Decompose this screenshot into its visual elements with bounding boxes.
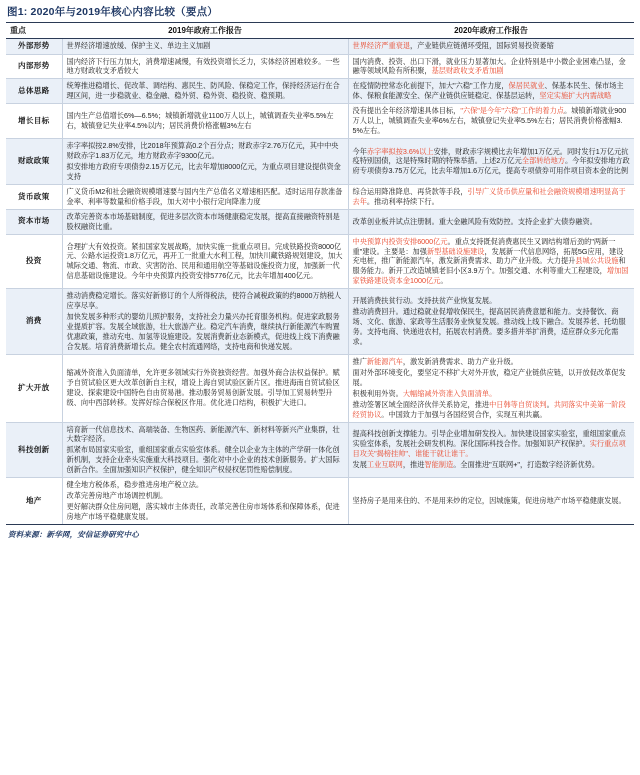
- comparison-table: [6, 22, 634, 525]
- paragraph: [67, 445, 344, 475]
- cell-2020: [348, 478, 634, 525]
- paragraph: [353, 357, 631, 367]
- plain-text: ，产业链供应链循环受阻，国际贸易投资萎缩: [410, 41, 554, 51]
- table-row: [6, 139, 634, 185]
- table-row: [6, 422, 634, 478]
- paragraph: [67, 312, 344, 352]
- paragraph: [67, 291, 344, 311]
- highlighted-text: 基层财政收支矛盾加剧: [431, 66, 504, 76]
- row-key-5: 货币政策: [6, 184, 62, 209]
- table-row: [6, 478, 634, 525]
- cell-2020: [348, 139, 634, 185]
- plain-text: 合理扩大有效投资。紧扣国家发展战略，加快实施一批重点项目。完成铁路投资8000亿元、公路水运投资1.8万亿元，再开工一批重大水利工程，加快川藏铁路规划建设，加大城际交通、物流、市政、灾害防治、民用和通用航空等基础设施投资力度，加强新一代信息基础设施建设。今年中央预算内投资安排5776亿元，比去年增加400亿元。: [66, 241, 343, 281]
- plain-text: 。今年拟安排地方政府专项债券3.75万亿元，比去年增加1.6万亿元，提高专项债券可用作项目资本金的比例: [352, 156, 630, 176]
- plain-text: 今年: [352, 146, 367, 156]
- row-key-1: 内部形势: [6, 54, 62, 79]
- plain-text: 世界经济增速放缓、保护主义、单边主义加剧: [66, 41, 211, 51]
- column-header-2019: 2019年政府工作报告: [62, 23, 348, 39]
- paragraph: [67, 187, 344, 207]
- paragraph: [67, 242, 344, 282]
- paragraph: [67, 141, 344, 161]
- plain-text: 推广: [352, 356, 367, 366]
- paragraph: [353, 389, 631, 399]
- plain-text: 推动签署区域全面经济伙伴关系协定，推进: [352, 399, 490, 409]
- plain-text: 安排，财政赤字规模比去年增加1万亿元。同时发行1万亿元抗疫特别国债，这是特殊时期的特殊举措。上述2万亿元: [352, 146, 629, 166]
- plain-text: 赤字率拟按2.8%安排，比2018年预算高0.2个百分点；财政赤字2.76万亿元，其中中央财政赤字1.83万亿元，地方财政赤字9300亿元。: [66, 141, 339, 160]
- highlighted-text: 全部转给地方: [521, 156, 565, 166]
- plain-text: 广义货币M2和社会融资规模增速要与国内生产总值名义增速相匹配。适时运用存款准备金率、利率等数量和价格手段，加大对中小银行定向降准力度: [66, 186, 343, 206]
- highlighted-text: 赤字率拟按3.6%以上: [366, 146, 434, 156]
- plain-text: 国内生产总值增长6%—6.5%；城镇新增就业1100万人以上，城镇调查失业率5.5%左右，城镇登记失业率4.5%以内；居民消费价格涨幅3%左右: [66, 111, 334, 131]
- plain-text: 健全地方税体系，稳步推进房地产税立法。: [66, 480, 204, 490]
- plain-text: 发展: [352, 460, 367, 470]
- cell-2019: [62, 139, 348, 185]
- highlighted-text: 新型基础设施建设: [426, 246, 485, 256]
- cell-2020: [348, 54, 634, 79]
- cell-2019: [62, 478, 348, 525]
- plain-text: 拟安排地方政府专项债券2.15万亿元，比去年增加8000亿元，为重点项目建设提供资金支持: [66, 161, 341, 181]
- cell-2020: [348, 234, 634, 289]
- highlighted-text: 中央预算内投资安排6000亿元: [352, 236, 448, 246]
- plain-text: 。: [440, 276, 448, 286]
- highlighted-text: 智能制造: [424, 460, 454, 470]
- table-row: [6, 234, 634, 289]
- paragraph: [67, 111, 344, 131]
- plain-text: 在疫情防控常态化前提下，加大"六稳"工作力度，: [352, 81, 509, 91]
- plain-text: 加快发展多种形式的婴幼儿照护服务，支持社会力量兴办托育服务机构。促进家政服务业提质扩容。发展全域旅游，壮大旅游产业。稳定汽车消费，继续执行新能源汽车购置优惠政策，推动充电、加氢等设施建设。发展消费新业态新模式，促进线上线下消费融合发展。培育消费新增长点。健全农村流通网络，支持电商和快递发展。: [66, 312, 340, 351]
- highlighted-text: 大幅缩减外资准入负面清单。: [402, 388, 497, 398]
- paragraph: [67, 425, 344, 445]
- plain-text: 改革创业板并试点注册制。重大金融风险有效防控。支持企业扩大债券融资。: [352, 216, 597, 226]
- cell-2019: [62, 209, 348, 234]
- plain-text: 。中国致力于加强与各国经贸合作，实现互利共赢。: [381, 409, 547, 419]
- paragraph: [353, 400, 631, 420]
- paragraph: [67, 480, 344, 490]
- paragraph: [353, 217, 631, 227]
- plain-text: 开展消费扶贫行动。支持扶贫产业恢复发展。: [352, 296, 497, 306]
- paragraph: [67, 41, 344, 51]
- highlighted-text: "六保"是今年"六稳"工作的着力点: [460, 106, 564, 116]
- highlighted-text: 引导广义货币供应量和社会融资规模增速明显高于去年: [352, 186, 626, 206]
- cell-2019: [62, 184, 348, 209]
- plain-text: 改革完善资本市场基础制度，促进多层次资本市场健康稳定发展，提高直接融资特别是股权融资比重。: [66, 211, 340, 231]
- cell-2019: [62, 354, 348, 422]
- row-key-7: 投资: [6, 234, 62, 289]
- plain-text: 提高科技创新支撑能力。引导企业增加研发投入。加快建设国家实验室，重组国家重点实验室体系，发展社会研发机构。深化国际科技合作。加强知识产权保护。: [352, 429, 626, 449]
- highlighted-text: 共同落实中美第一阶段经贸协议: [352, 399, 626, 419]
- table-row: [6, 39, 634, 54]
- cell-2019: [62, 54, 348, 79]
- table-row: [6, 79, 634, 104]
- plain-text: 推动消费稳定增长。落实好新修订的个人所得税法，使符合减税政策的约8000万纳税人应享尽享。: [66, 291, 342, 311]
- paragraph: [353, 296, 631, 306]
- cell-2020: [348, 354, 634, 422]
- plain-text: 综合运用降准降息、再贷款等手段，: [352, 186, 468, 196]
- plain-text: 。全面推进"互联网+"，打造数字经济新优势。: [453, 460, 600, 470]
- table-row: [6, 104, 634, 139]
- plain-text: 国内消费、投资、出口下滑，就业压力显著加大。企业特别是中小微企业困难凸显，金融等领域风险有所积聚，: [352, 56, 626, 76]
- cell-2019: [62, 39, 348, 54]
- row-key-4: 财政政策: [6, 139, 62, 185]
- row-key-8: 消费: [6, 289, 62, 355]
- plain-text: 统筹推进稳增长、促改革、调结构、惠民生、防风险、保稳定工作，保持经济运行在合理区间，进一步稳就业、稳金融、稳外贸、稳外资、稳投资、稳预期。: [66, 81, 340, 101]
- paragraph: [353, 429, 631, 459]
- highlighted-text: 增加国家铁路建设资本金1000亿元: [352, 266, 629, 286]
- paragraph: [353, 237, 631, 287]
- paragraph: [353, 57, 631, 77]
- cell-2019: [62, 289, 348, 355]
- row-key-10: 科技创新: [6, 422, 62, 478]
- plain-text: 和服务能力。新开工改造城镇老旧小区3.9万个。加强交通、水利等重大工程建设，: [352, 256, 626, 276]
- row-key-0: 外部形势: [6, 39, 62, 54]
- paragraph: [353, 147, 631, 177]
- paragraph: [67, 57, 344, 77]
- table-header: [6, 23, 634, 39]
- plain-text: 坚持房子是用来住的、不是用来炒的定位，因城施策，促进房地产市场平稳健康发展。: [352, 496, 626, 506]
- table-row: [6, 184, 634, 209]
- cell-2020: [348, 209, 634, 234]
- highlighted-text: 新能源汽车: [366, 356, 403, 366]
- highlighted-text: 坚定实施扩大内需战略: [539, 91, 612, 101]
- plain-text: ，推进: [402, 460, 425, 470]
- paragraph: [353, 187, 631, 207]
- row-key-6: 资本市场: [6, 209, 62, 234]
- highlighted-text: 世界经济严重衰退: [352, 41, 411, 51]
- cell-2020: [348, 39, 634, 54]
- figure-title: 图1: 2020年与2019年核心内容比较（要点）: [7, 6, 218, 18]
- paragraph: [353, 496, 631, 506]
- plain-text: 抓紧布局国家实验室，重组国家重点实验室体系。健全以企业为主体的产学研一体化创新机制，支持企业牵头实施重大科技项目。强化对中小企业的技术创新服务。扩大国际创新合作。全面加强知识产权保护，健全知识产权侵权惩罚性赔偿制度。: [66, 445, 340, 475]
- cell-2020: [348, 289, 634, 355]
- plain-text: 培育新一代信息技术、高端装备、生物医药、新能源汽车、新材料等新兴产业集群，壮大数字经济。: [66, 424, 340, 444]
- paragraph: [353, 368, 631, 388]
- plain-text: 更好解决群众住房问题，落实城市主体责任，改革完善住房市场体系和保障体系，促进房地产市场平稳健康发展。: [66, 502, 340, 521]
- cell-2020: [348, 79, 634, 104]
- column-header-2020: 2020年政府工作报告: [348, 23, 634, 39]
- row-key-11: 地产: [6, 478, 62, 525]
- plain-text: 。: [546, 399, 554, 409]
- cell-2019: [62, 79, 348, 104]
- row-key-2: 总体思路: [6, 79, 62, 104]
- plain-text: 、保基本民生、保市场主体、保粮食能源安全、保产业链供应链稳定、保基层运转，: [352, 81, 624, 101]
- highlighted-text: 县城公共设施: [575, 256, 619, 266]
- plain-text: ，发展新一代信息网络，拓展5G应用，建设充电桩，推广新能源汽车，激发新消费需求、助力产业升级。大力提升: [352, 246, 624, 266]
- plain-text: 。重点支持既促消费惠民生又调结构增后劲的"两新一重"建设。主要是：加强: [352, 236, 616, 256]
- table-row: [6, 54, 634, 79]
- table-row: [6, 354, 634, 422]
- paragraph: [353, 460, 631, 470]
- cell-2019: [62, 104, 348, 139]
- paragraph: [353, 41, 631, 51]
- paragraph: [67, 162, 344, 182]
- plain-text: 缩减外资准入负面清单，允许更多领域实行外资独资经营。加强外商合法权益保护。赋予自贸试验区更大改革创新自主权，增设上海自贸试验区新片区。推进海南自贸试验区建设、探索建设中国特色自由贸易港。推动服务贸易创新发展。引导加工贸易转型升级、向中西部转移。发挥好综合保税区作用。优化进口结构，积极扩大进口。: [66, 368, 340, 408]
- table-row: [6, 209, 634, 234]
- plain-text: 。城镇新增就业900万人以上，城镇调查失业率6%左右，城镇登记失业率5.5%左右；居民消费价格涨幅3.5%左右。: [352, 106, 627, 136]
- highlighted-text: 中日韩等自贸谈判: [489, 399, 547, 409]
- paragraph: [67, 502, 344, 522]
- plain-text: ，激发新消费需求、助力产业升级。: [402, 356, 518, 366]
- paragraph: [353, 106, 631, 136]
- paragraph: [353, 307, 631, 347]
- highlighted-text: 保居民就业: [508, 81, 545, 91]
- cell-2020: [348, 184, 634, 209]
- source-note: 资料来源：新华网，安信证券研究中心: [8, 529, 139, 539]
- row-key-9: 扩大开放: [6, 354, 62, 422]
- header-row: [6, 23, 634, 39]
- cell-2019: [62, 422, 348, 478]
- plain-text: 积极利用外资。: [352, 388, 403, 398]
- cell-2020: [348, 104, 634, 139]
- plain-text: 改革完善房地产市场调控机制。: [66, 491, 168, 501]
- paragraph: [353, 81, 631, 101]
- paragraph: [67, 212, 344, 232]
- paragraph: [67, 368, 344, 408]
- cell-2019: [62, 234, 348, 289]
- column-header-key: 重点: [6, 23, 62, 39]
- row-key-3: 增长目标: [6, 104, 62, 139]
- paragraph: [67, 491, 344, 501]
- paragraph: [67, 81, 344, 101]
- plain-text: 没有提出全年经济增速具体目标，: [352, 106, 461, 116]
- table-row: [6, 289, 634, 355]
- highlighted-text: 实行重点项目攻关"揭榜挂帅"、谁能干就让谁干。: [352, 439, 626, 459]
- table-body: [6, 39, 634, 525]
- plain-text: 面对外部环境变化，要坚定不移扩大对外开放，稳定产业链供应链，以开放促改革促发展。: [352, 367, 626, 387]
- plain-text: 国内经济下行压力加大，消费增速减慢，有效投资增长乏力，实体经济困难较多。一些地方财政收支矛盾较大: [66, 56, 340, 76]
- cell-2020: [348, 422, 634, 478]
- plain-text: 。推动利率持续下行。: [366, 196, 439, 206]
- plain-text: 推动消费回升。通过稳就业促增收保民生，提高居民消费意愿和能力。支持餐饮、商场、文化、旅游、家政等生活服务业恢复发展。推动线上线下融合。发展养老、托幼服务。支持电商、快递进农村，拓展农村消费。要多措并举扩消费，适应群众多元化需求。: [352, 307, 626, 346]
- highlighted-text: 工业互联网: [366, 460, 403, 470]
